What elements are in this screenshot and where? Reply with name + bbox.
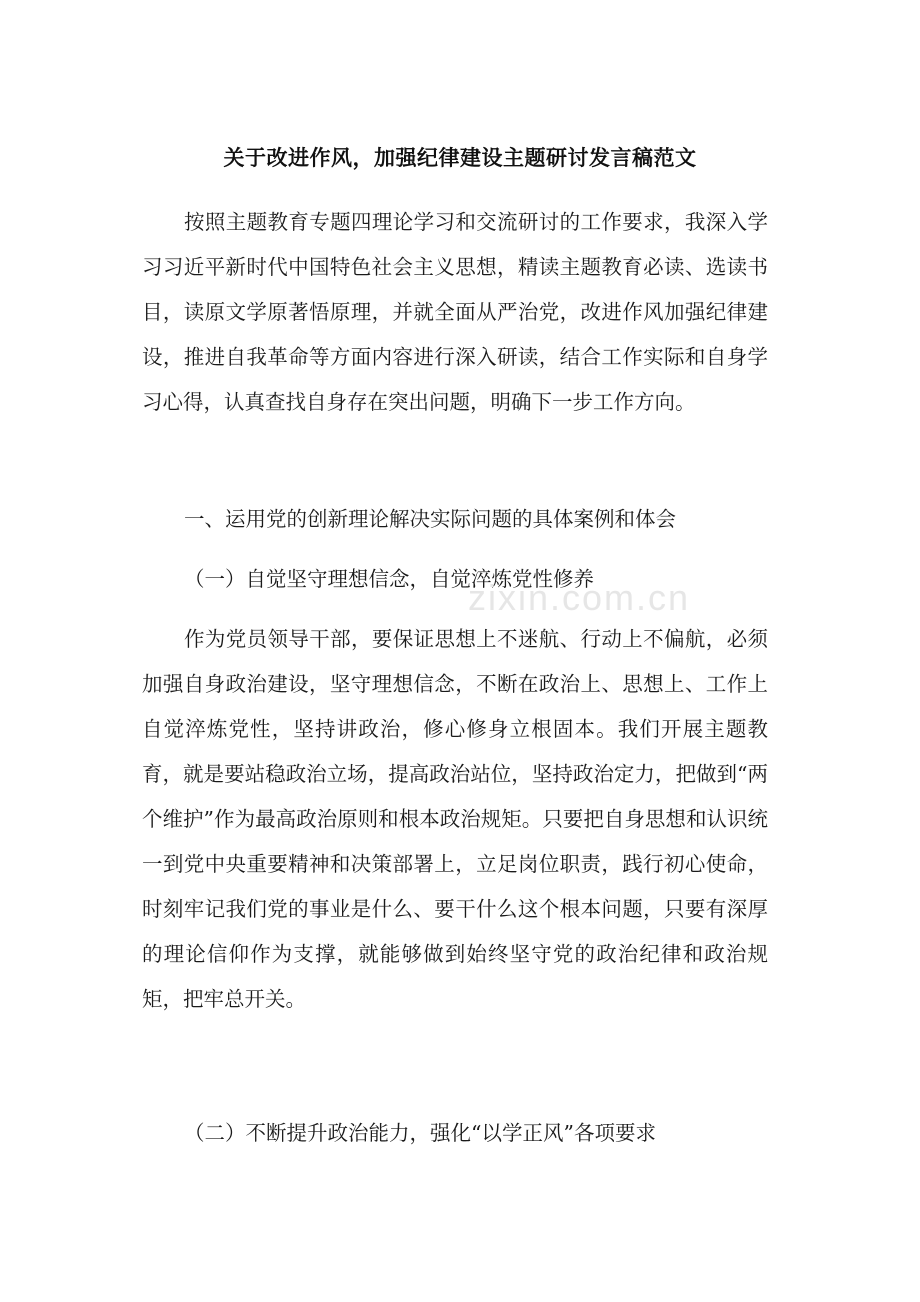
subsection-heading-1: （一）自觉坚守理想信念，自觉淬炼党性修养	[184, 567, 594, 591]
watermark: zixin.com.cn	[468, 577, 691, 618]
document-title: 关于改进作风，加强纪律建设主题研讨发言稿范文	[223, 146, 697, 170]
section-heading-1: 一、运用党的创新理论解决实际问题的具体案例和体会	[184, 507, 676, 531]
subsection-body-1: 作为党员领导干部，要保证思想上不迷航、行动上不偏航，必须加强自身政治建设，坚守理想信念，不断在政治上、思想上、工作上自觉淬炼党性，坚持讲政治，修心修身立根固本。我们开展主题教育，就是要站稳政治立场，提高政治站位，坚持政治定力，把做到“两个维护”作为最高政治原则和根本政治规矩。只要把自身思想和认识统一到党中央重要精神和决策部署上，立足岗位职责，践行初心使命，时刻牢记我们党的事业是什么、要干什么这个根本问题，只要有深厚的理论信仰作为支撑，就能够做到始终坚守党的政治纪律和政治规矩，把牢总开关。	[142, 627, 768, 1011]
subsection-heading-2: （二）不断提升政治能力，强化“以学正风”各项要求	[184, 1121, 656, 1145]
intro-paragraph: 按照主题教育专题四理论学习和交流研讨的工作要求，我深入学习习近平新时代中国特色社会主义思想，精读主题教育必读、选读书目，读原文学原著悟原理，并就全面从严治党，改进作风加强纪律建设，推进自我革命等方面内容进行深入研读，结合工作实际和自身学习心得，认真查找自身存在突出问题，明确下一步工作方向。	[142, 210, 768, 414]
